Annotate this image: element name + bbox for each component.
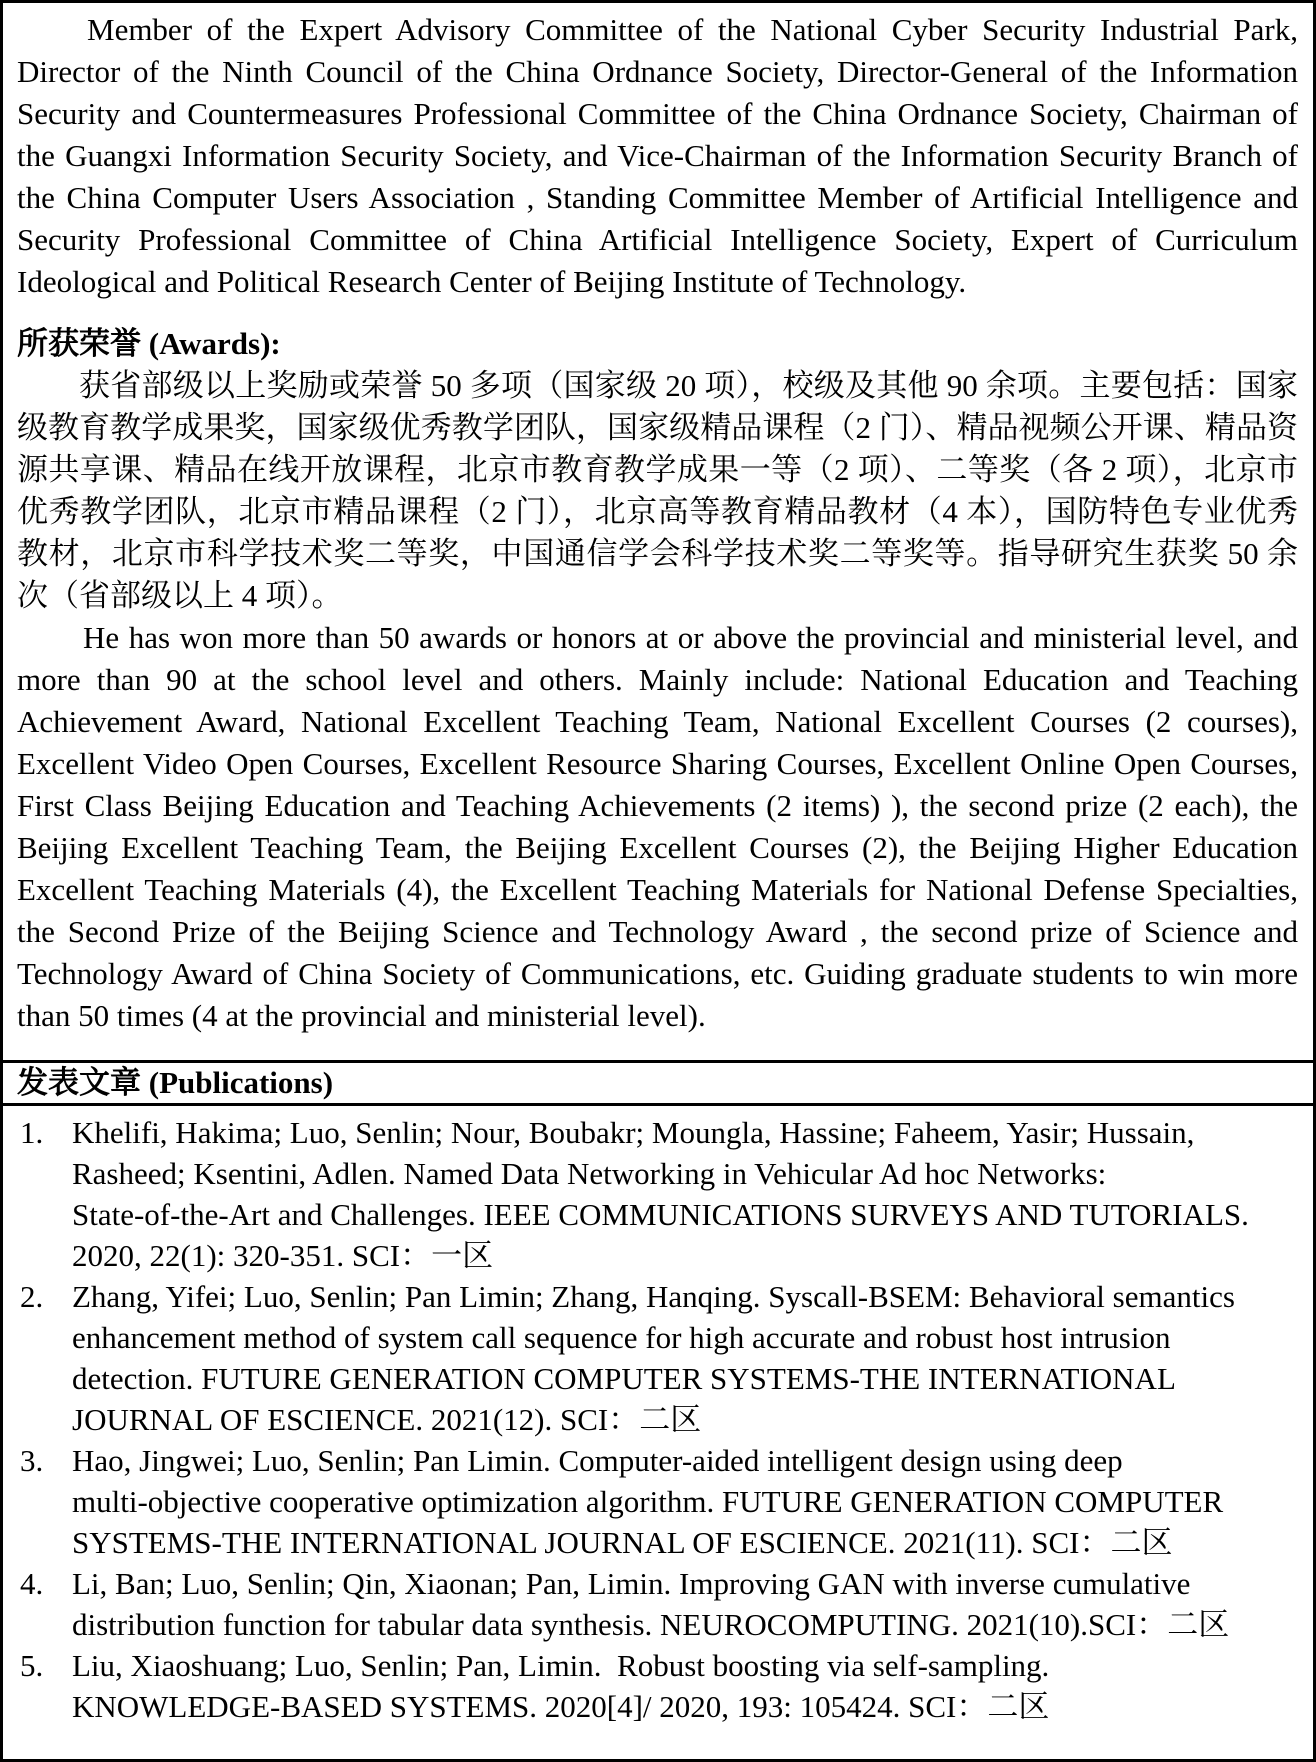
publication-item (17, 1112, 1298, 1276)
publication-text (72, 1440, 1298, 1563)
text-line: 2020, 22(1): 320-351. SCI：一区 (72, 1238, 494, 1273)
publication-number: 5. (20, 1648, 44, 1683)
publication-number: 3. (20, 1443, 44, 1478)
text-line: detection. FUTURE GENERATION COMPUTER SYSTEMS-THE INTERNATIONAL (72, 1361, 1176, 1396)
text-line: Liu, Xiaoshuang; Luo, Senlin; Pan, Limin. Robust boosting via self-sampling. (72, 1648, 1050, 1683)
publication-item (17, 1276, 1298, 1440)
awards-english-paragraph (17, 617, 1298, 1037)
publication-number: 1. (20, 1115, 44, 1150)
text-line: He has won more than 50 awards or honors at or above the provincial and ministerial level, and (83, 620, 1298, 655)
text-line: Security and Countermeasures Professional Committee of the China Ordnance Society, Chairman of (17, 96, 1298, 131)
text-line: 级教育教学成果奖，国家级优秀教学团队，国家级精品课程（2 门）、精品视频公开课、精品资 (17, 410, 1298, 445)
text-line: KNOWLEDGE-BASED SYSTEMS. 2020[4]/ 2020, 193: 105424. SCI：二区 (72, 1689, 1050, 1724)
text-line: 次（省部级以上 4 项）。 (17, 578, 343, 613)
text-line: the Guangxi Information Security Society, and Vice-Chairman of the Information Security Branch of (17, 138, 1298, 173)
awards-heading: 所获荣誉 (Awards): (17, 326, 281, 361)
text-line: Member of the Expert Advisory Committee of the National Cyber Security Industrial Park, (87, 12, 1298, 47)
text-line: more than 90 at the school level and others. Mainly include: National Education and Teaching (17, 662, 1298, 697)
text-line: State-of-the-Art and Challenges. IEEE COMMUNICATIONS SURVEYS AND TUTORIALS. (72, 1197, 1249, 1232)
publication-text (72, 1276, 1298, 1440)
text-line: Zhang, Yifei; Luo, Senlin; Pan Limin; Zhang, Hanqing. Syscall-BSEM: Behavioral semantics (72, 1279, 1235, 1314)
text-line: Rasheed; Ksentini, Adlen. Named Data Networking in Vehicular Ad hoc Networks: (72, 1156, 1107, 1191)
text-line: Achievement Award, National Excellent Teaching Team, National Excellent Courses (2 courses), (17, 704, 1298, 739)
publications-heading: 发表文章 (Publications) (17, 1065, 334, 1100)
publication-text (72, 1645, 1298, 1727)
text-line: Excellent Teaching Materials (4), the Excellent Teaching Materials for National Defense Specialties, (17, 872, 1298, 907)
text-line: than 50 times (4 at the provincial and ministerial level). (17, 998, 706, 1033)
text-line: Director of the Ninth Council of the China Ordnance Society, Director-General of the Information (17, 54, 1298, 89)
text-line: 获省部级以上奖励或荣誉 50 多项（国家级 20 项），校级及其他 90 余项。主要包括：国家 (79, 368, 1298, 403)
text-line: Technology Award of China Society of Communications, etc. Guiding graduate students to win more (17, 956, 1298, 991)
text-line: distribution function for tabular data synthesis. NEUROCOMPUTING. 2021(10).SCI：二区 (72, 1607, 1230, 1642)
text-line: JOURNAL OF ESCIENCE. 2021(12). SCI：二区 (72, 1402, 702, 1437)
text-line: First Class Beijing Education and Teaching Achievements (2 items) ), the second prize (2 each), the (17, 788, 1298, 823)
text-line: the Second Prize of the Beijing Science and Technology Award , the second prize of Science and (17, 914, 1298, 949)
publication-item (17, 1563, 1298, 1645)
publications-list (17, 1112, 1298, 1727)
publications-cell (3, 1103, 1313, 1759)
publication-number: 4. (20, 1566, 44, 1601)
publication-item (17, 1645, 1298, 1727)
publication-text (72, 1563, 1298, 1645)
text-line: multi-objective cooperative optimization algorithm. FUTURE GENERATION COMPUTER (72, 1484, 1224, 1519)
bio-awards-cell (3, 3, 1313, 1060)
publication-text (72, 1112, 1298, 1276)
awards-chinese-paragraph (17, 365, 1298, 617)
text-line: Beijing Excellent Teaching Team, the Beijing Excellent Courses (2), the Beijing Higher Education (17, 830, 1298, 865)
publication-number: 2. (20, 1279, 44, 1314)
text-line: Excellent Video Open Courses, Excellent Resource Sharing Courses, Excellent Online Open Courses, (17, 746, 1298, 781)
text-line: 优秀教学团队，北京市精品课程（2 门），北京高等教育精品教材（4 本），国防特色专业优秀 (17, 494, 1298, 529)
text-line: SYSTEMS-THE INTERNATIONAL JOURNAL OF ESCIENCE. 2021(11). SCI：二区 (72, 1525, 1173, 1560)
text-line: Ideological and Political Research Center of Beijing Institute of Technology. (17, 264, 967, 299)
bio-paragraph (17, 9, 1298, 303)
publication-item (17, 1440, 1298, 1563)
text-line: 源共享课、精品在线开放课程，北京市教育教学成果一等（2 项）、二等奖（各 2 项），北京市 (17, 452, 1298, 487)
text-line: Hao, Jingwei; Luo, Senlin; Pan Limin. Computer-aided intelligent design using deep (72, 1443, 1123, 1478)
text-line: Security Professional Committee of China Artificial Intelligence Society, Expert of Curriculum (17, 222, 1298, 257)
text-line: 教材，北京市科学技术奖二等奖，中国通信学会科学技术奖二等奖等。指导研究生获奖 50 余 (17, 536, 1298, 571)
text-line: Li, Ban; Luo, Senlin; Qin, Xiaonan; Pan, Limin. Improving GAN with inverse cumulative (72, 1566, 1191, 1601)
text-line: the China Computer Users Association , Standing Committee Member of Artificial Intelligence and (17, 180, 1298, 215)
publications-heading-row (3, 1060, 1313, 1103)
text-line: Khelifi, Hakima; Luo, Senlin; Nour, Boubakr; Moungla, Hassine; Faheem, Yasir; Hussain, (72, 1115, 1195, 1150)
text-line: enhancement method of system call sequence for high accurate and robust host intrusion (72, 1320, 1171, 1355)
